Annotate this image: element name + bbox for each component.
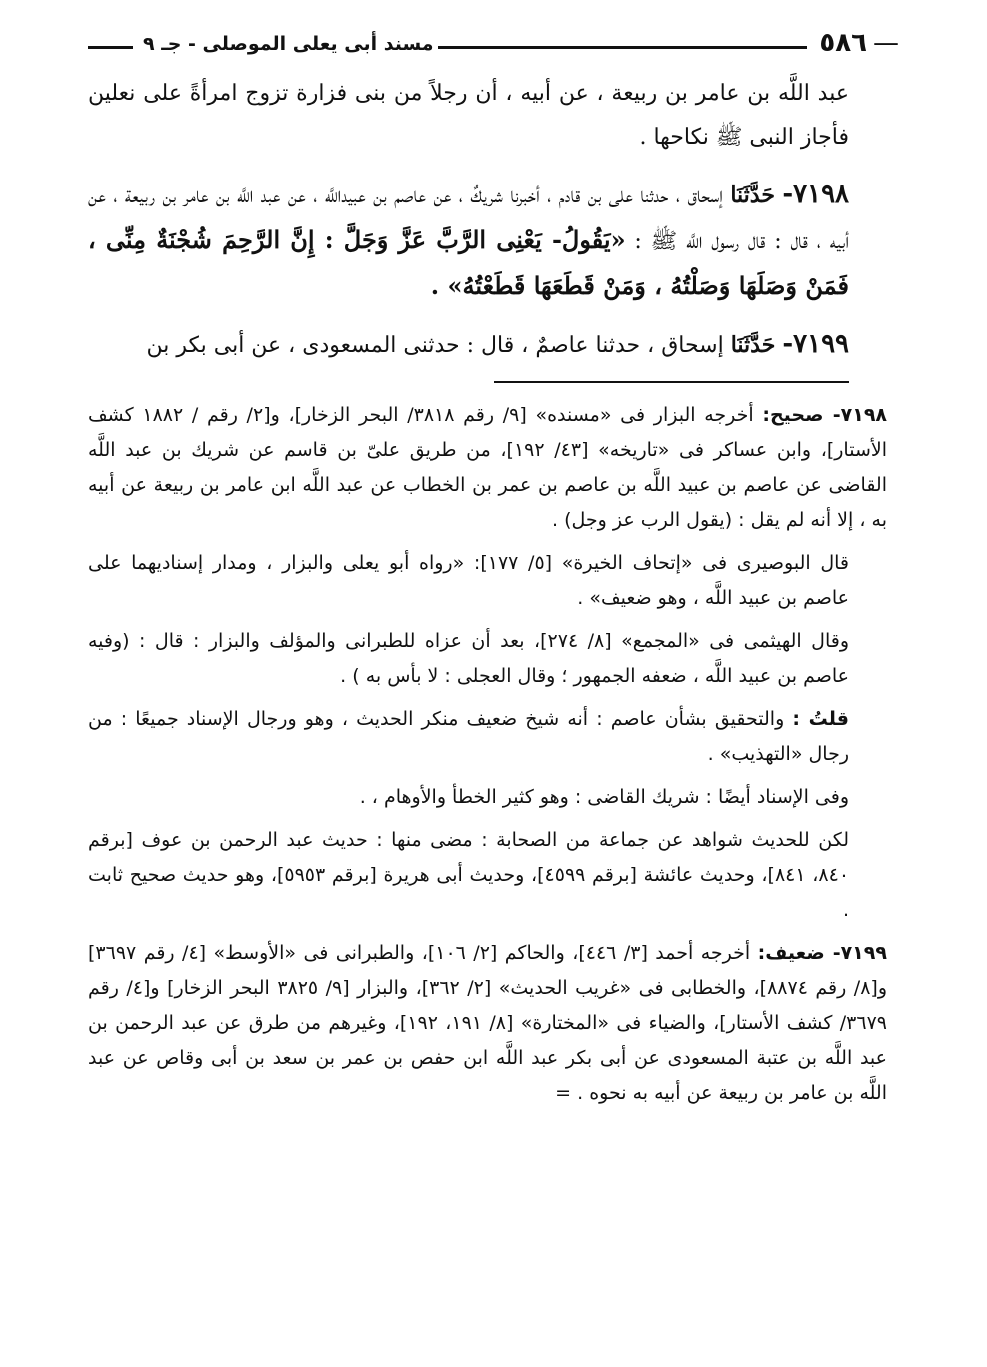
running-header <box>88 28 899 64</box>
hadith-number: ٧١٩٩- <box>782 329 849 359</box>
note-label: ٧١٩٩- ضعيف: <box>757 942 887 964</box>
footnotes <box>88 398 887 1119</box>
hadith-number: ٧١٩٨- <box>782 179 850 209</box>
note-label: ٧١٩٨- صحيح: <box>762 404 888 426</box>
hadith-7199 <box>88 322 849 368</box>
qultu-body: والتحقيق بشأن عاصم : أنه شيخ ضعيف منكر الحديث ، وهو ورجال الإسناد جميعًا : من رجال «التهذيب» . <box>88 708 849 765</box>
isnad-text: إسحاق ، حدثنا عاصمٌ ، قال : حدثنى المسعودى ، عن أبى بكر بن <box>146 333 724 358</box>
paragraph-continuation: عبد اللَّه بن عامر بن ربيعة ، عن أبيه ، أن رجلاً من بنى فزارة تزوج امرأةً على نعلين فأجاز النبى ﷺ نكاحها . <box>88 81 849 150</box>
page-number: — ٥٨٦ <box>819 28 899 58</box>
matn-quote: «يَقُولُ- يَعْنِى الرَّبَّ عَزَّ وَجَلَّ : إِنَّ الرَّحِمَ شُجْنَةٌ مِنِّى ، فَمَنْ وَصَلَهَا وَصَلْتُهُ ، وَمَنْ قَطَعَهَا قَطَعْتُهُ» . <box>88 225 849 300</box>
hadith-7198 <box>88 172 849 310</box>
note-qultu <box>88 702 887 772</box>
footnote-divider <box>494 381 849 383</box>
isnad-text: إسحاق ، حدثنا على بن قادم ، أخبرنا شريكٌ ، عن عاصم بن عبيداللَّه ، عن عبد اللَّه بن عامر بن ربيعة ، عن أبيه ، قال : قال رسول اللَّه ﷺ : <box>88 183 849 254</box>
running-title: مسند أبى يعلى الموصلى - جـ ٩ <box>143 33 434 55</box>
note-7199 <box>88 936 887 1111</box>
main-text <box>88 72 849 380</box>
haddathana-word: حَدَّثَنَا <box>730 182 775 208</box>
header-rule-left <box>88 46 133 49</box>
note-haythami: وقال الهيثمى فى «المجمع» [٨/ ٢٧٤]، بعد أن عزاه للطبرانى والمؤلف والبزار : قال : (وفيه عاصم بن عبيد اللَّه ، ضعفه الجمهور ؛ وقال العجلى : لا بأس به ) . <box>88 630 849 687</box>
note-shawahid: لكن للحديث شواهد عن جماعة من الصحابة : مضى منها : حديث عبد الرحمن بن عوف [برقم ٨٤٠، ٨٤١]، وحديث عائشة [برقم ٤٥٩٩]، وحديث أبى هريرة [برقم ٥٩٥٣]، وهو حديث صحيح ثابت . <box>88 829 850 921</box>
note-body: أخرجه أحمد [٣/ ٤٤٦]، والحاكم [٢/ ١٠٦]، والطبرانى فى «الأوسط» [٤/ رقم ٣٦٩٧] و[٨/ رقم ٨٨٧٤]، والخطابى فى «غريب الحديث» [٢/ ٣٦٢]، والبزار [٩/ ٣٨٢٥ البحر الزخار] و[٤/ رقم ٣٦٧٩/ كشف الأستار]، والضياء فى «المختارة» [٨/ ١٩١، ١٩٢]، وغيرهم من طرق عن عبد الرحمن بن عبد اللَّه بن عتبة المسعودى عن أبى بكر عبد اللَّه ابن حفص بن عمر بن سعد بن أبى وقاص عن عبد اللَّه بن عامر بن ربيعة عن أبيه به نحوه . = <box>88 942 888 1104</box>
qultu-label: قلتُ : <box>792 708 849 730</box>
note-body: أخرجه البزار فى «مسنده» [٩/ رقم ٣٨١٨/ البحر الزخار]، و[٢/ رقم / ١٨٨٢ كشف الأستار]، وابن عساكر فى «تاريخه» [٤٣/ ١٩٢]، من طريق علىّ بن قاسم عن شريك بن عبد اللَّه القاضى عن عاصم بن عبيد اللَّه بن عاصم بن عمر بن الخطاب عن عبد اللَّه ابن عامر بن ربيعة عن أبيه به ، إلا أنه لم يقل : (يقول الرب عز وجل) . <box>88 404 887 531</box>
note-busiri: قال البوصيرى فى «إتحاف الخيرة» [٥/ ١٧٧]: «رواه أبو يعلى والبزار ، ومدار إسناديهما على عاصم بن عبيد اللَّه ، وهو ضعيف» . <box>88 552 849 609</box>
note-7198 <box>88 398 887 538</box>
haddathana-word: حَدَّثَنَا <box>730 332 776 358</box>
note-isnad: وفى الإسناد أيضًا : شريك القاضى : وهو كثير الخطأ والأوهام ، . <box>359 786 849 808</box>
header-rule-right <box>438 46 807 49</box>
